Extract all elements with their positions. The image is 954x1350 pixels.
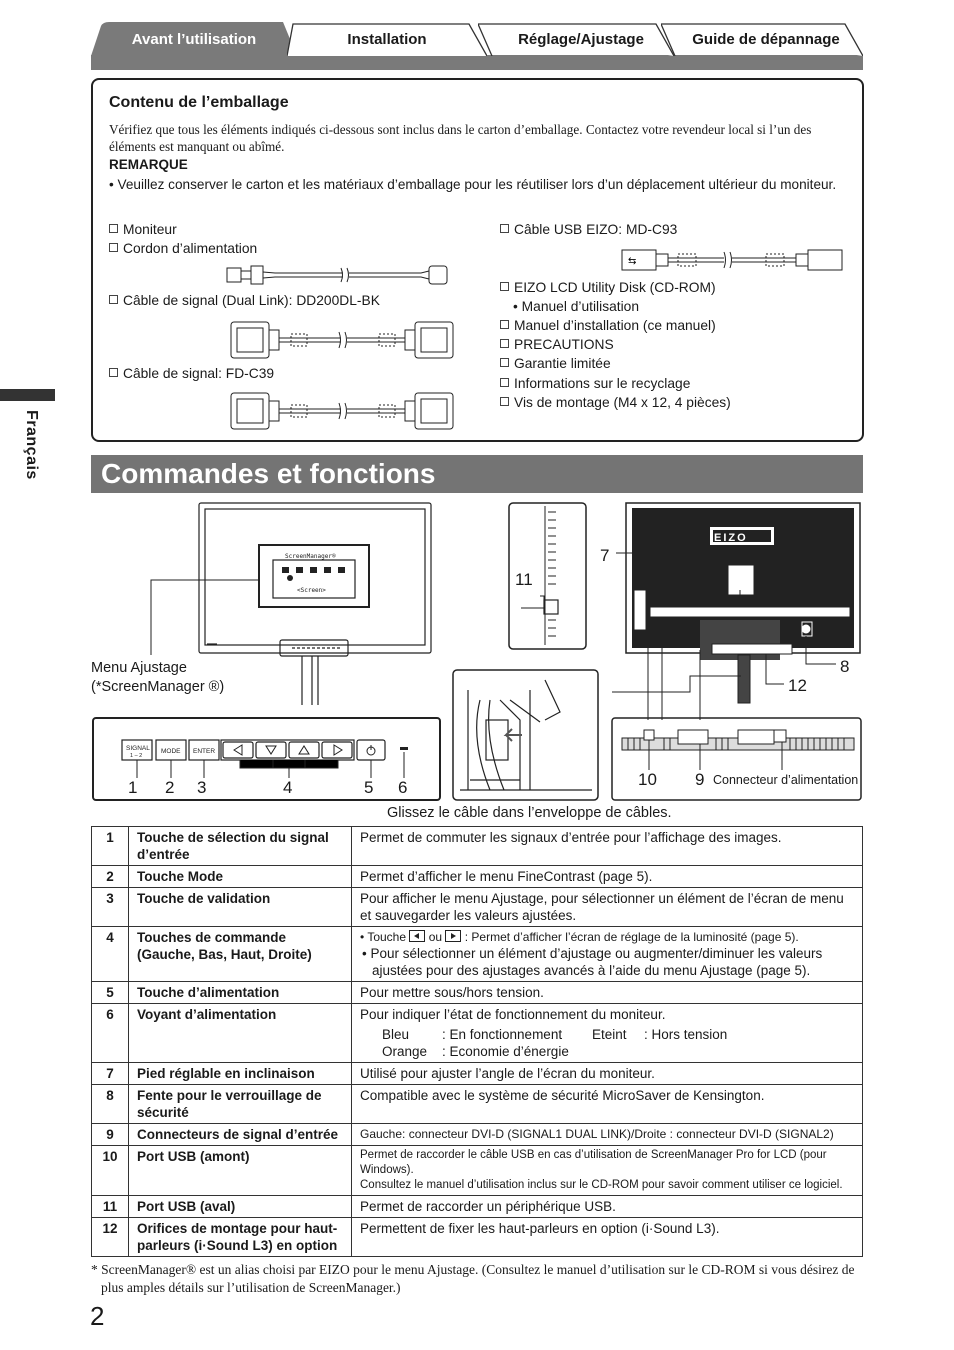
footnote: * ScreenManager® est un alias choisi par EIZO pour le menu Ajustage. (Consultez le manuel d’utilisation sur le CD-ROM si vous désirez de plus amples détails sur l’utilisation de ScreenManager.) <box>91 1262 855 1295</box>
row-name: Touche de sélection du signal d’entrée <box>129 827 352 866</box>
cable-caption: Glissez le câble dans l’enveloppe de câbles. <box>387 805 672 821</box>
contents-intro: Vérifiez que tous les éléments indiqués ci-dessous sont inclus dans le carton d’emballage. Contactez votre revendeur local si l’un des éléments est manquant ou abîmé. <box>109 122 812 154</box>
row-number: 7 <box>92 1063 129 1085</box>
row-name: Orifices de montage pour haut-parleurs (i·Sound L3) en option <box>129 1218 352 1257</box>
table-row <box>92 927 863 982</box>
row-number: 8 <box>92 1085 129 1124</box>
desc-line: Pour indiquer l’état de fonctionnement du moniteur. <box>360 1007 666 1022</box>
desc-line: Consultez le manuel d’utilisation inclus sur le CD-ROM pour savoir comment utiliser ce logiciel. <box>360 1179 843 1191</box>
list-item: Manuel d’installation (ce manuel) <box>500 318 716 333</box>
tab-label: Guide de dépannage <box>692 30 840 48</box>
power-connector-label: Connecteur d’alimentation <box>713 773 859 787</box>
row-desc: Pour mettre sous/hors tension. <box>352 982 863 1004</box>
osd-icons <box>282 567 345 581</box>
svg-text:MODE: MODE <box>161 748 181 755</box>
list-item: Câble de signal: FD-C39 <box>109 366 274 381</box>
row-desc <box>352 927 863 982</box>
row-number: 12 <box>92 1218 129 1257</box>
callout-6: 6 <box>398 778 408 797</box>
right-button-icon <box>445 930 461 942</box>
table-row <box>92 1063 863 1085</box>
svg-text:ENTER: ENTER <box>193 748 216 755</box>
row-number: 10 <box>92 1146 129 1196</box>
row-desc: Utilisé pour ajuster l’angle de l’écran du moniteur. <box>352 1063 863 1085</box>
row-desc: Permet de commuter les signaux d’entrée pour l’affichage des images. <box>352 827 863 866</box>
row-desc <box>352 1146 863 1196</box>
tab-label: Installation <box>347 30 427 48</box>
row-name: Connecteurs de signal d’entrée <box>129 1124 352 1146</box>
callout-5: 5 <box>364 778 374 797</box>
row-name: Port USB (amont) <box>129 1146 352 1196</box>
callout-3: 3 <box>197 778 207 797</box>
row-number: 3 <box>92 888 129 927</box>
row-name: Touches de commande (Gauche, Bas, Haut, Droite) <box>129 927 352 982</box>
row-desc: Compatible avec le système de sécurité MicroSaver de Kensington. <box>352 1085 863 1124</box>
row-desc: Permet d’afficher le menu FineContrast (page 5). <box>352 866 863 888</box>
row-desc <box>352 1004 863 1063</box>
callout-9: 9 <box>695 770 705 789</box>
row-name: Touche d’alimentation <box>129 982 352 1004</box>
desc-line: • Touche ou : Permet d’afficher l’écran de réglage de la luminosité (page 5). <box>360 930 799 944</box>
row-name: Voyant d’alimentation <box>129 1004 352 1063</box>
svg-text:⇆: ⇆ <box>628 256 637 267</box>
row-number: 2 <box>92 866 129 888</box>
row-number: 5 <box>92 982 129 1004</box>
contents-title: Contenu de l’emballage <box>109 94 289 111</box>
list-item: Moniteur <box>109 222 177 237</box>
row-number: 1 <box>92 827 129 866</box>
left-button-icon <box>409 930 425 942</box>
callout-4: 4 <box>283 778 293 797</box>
row-number: 6 <box>92 1004 129 1063</box>
desc-line: Permet de raccorder le câble USB en cas d’utilisation de ScreenManager Pro for LCD (pour Windows). <box>360 1149 827 1176</box>
table-row <box>92 1124 863 1146</box>
table-row <box>92 1218 863 1257</box>
row-desc: Permet de raccorder un périphérique USB. <box>352 1196 863 1218</box>
list-item: Informations sur le recyclage <box>500 376 690 391</box>
svg-text:SIGNAL: SIGNAL <box>126 745 150 752</box>
menu-label-sub: (*ScreenManager ®) <box>91 679 225 695</box>
row-name: Pied réglable en inclinaison <box>129 1063 352 1085</box>
button-arrows <box>234 745 342 755</box>
svg-text:1 – 2: 1 – 2 <box>130 753 143 759</box>
section-title: Commandes et fonctions <box>101 458 436 489</box>
table-row <box>92 1085 863 1124</box>
page-number: 2 <box>90 1301 105 1331</box>
svg-text:ScreenManager®: ScreenManager® <box>285 553 336 560</box>
callout-2: 2 <box>165 778 175 797</box>
row-number: 4 <box>92 927 129 982</box>
table-row <box>92 1196 863 1218</box>
monitor-front <box>199 503 431 705</box>
connector-panel <box>622 730 854 770</box>
remark-text: • Veuillez conserver le carton et les matériaux d’emballage pour les réutiliser lors d’un déplacement ultérieur du moniteur. <box>109 177 837 192</box>
table-row <box>92 866 863 888</box>
list-item: Garantie limitée <box>500 356 611 371</box>
table-row <box>92 1004 863 1063</box>
status-line: Orange : Economie d’énergie <box>382 1044 569 1059</box>
menu-label: Menu Ajustage <box>91 660 187 676</box>
list-item: EIZO LCD Utility Disk (CD-ROM) <box>500 280 716 295</box>
row-desc: Gauche: connecteur DVI-D (SIGNAL1 DUAL LINK)/Droite : connecteur DVI-D (SIGNAL2) <box>352 1124 863 1146</box>
row-number: 11 <box>92 1196 129 1218</box>
table-row <box>92 827 863 866</box>
list-item: Câble de signal (Dual Link): DD200DL-BK <box>109 293 380 308</box>
callout-10: 10 <box>638 770 657 789</box>
list-item: • Manuel d’utilisation <box>513 299 640 314</box>
list-item: Cordon d’alimentation <box>109 241 257 256</box>
svg-text:<Screen>: <Screen> <box>297 587 326 594</box>
row-name: Touche Mode <box>129 866 352 888</box>
row-desc: Permettent de fixer les haut-parleurs en option (i·Sound L3). <box>352 1218 863 1257</box>
callout-12: 12 <box>788 676 807 695</box>
language-label: Français <box>23 410 40 480</box>
table-row <box>92 888 863 927</box>
row-name: Touche de validation <box>129 888 352 927</box>
row-desc: Pour afficher le menu Ajustage, pour sélectionner un élément de l’écran de menu et sauvegarder les valeurs ajustées. <box>352 888 863 927</box>
tab-label: Avant l’utilisation <box>131 30 257 48</box>
status-line: Bleu : En fonctionnement Eteint : Hors tension <box>382 1027 728 1042</box>
svg-text:EIZO: EIZO <box>714 532 748 544</box>
row-name: Fente pour le verrouillage de sécurité <box>129 1085 352 1124</box>
row-number: 9 <box>92 1124 129 1146</box>
functions-table <box>91 826 863 1257</box>
callout-7: 7 <box>600 546 610 565</box>
table-row <box>92 1146 863 1196</box>
cable-holder-illustration <box>460 680 592 790</box>
list-item: Câble USB EIZO: MD-C93 <box>500 222 677 237</box>
callout-11: 11 <box>515 570 533 589</box>
desc-line: • Pour sélectionner un élément d’ajustage ou augmenter/diminuer les valeurs ajustées pour des ajustages avancés à l’aide du menu Ajustage (page 5). <box>362 946 823 978</box>
tab-label: Réglage/Ajustage <box>518 30 644 48</box>
callout-8: 8 <box>840 657 850 676</box>
list-item: PRECAUTIONS <box>500 337 614 352</box>
table-row <box>92 982 863 1004</box>
remark-label: REMARQUE <box>109 157 188 172</box>
callout-1: 1 <box>128 778 138 797</box>
row-name: Port USB (aval) <box>129 1196 352 1218</box>
list-item: Vis de montage (M4 x 12, 4 pièces) <box>500 395 731 410</box>
